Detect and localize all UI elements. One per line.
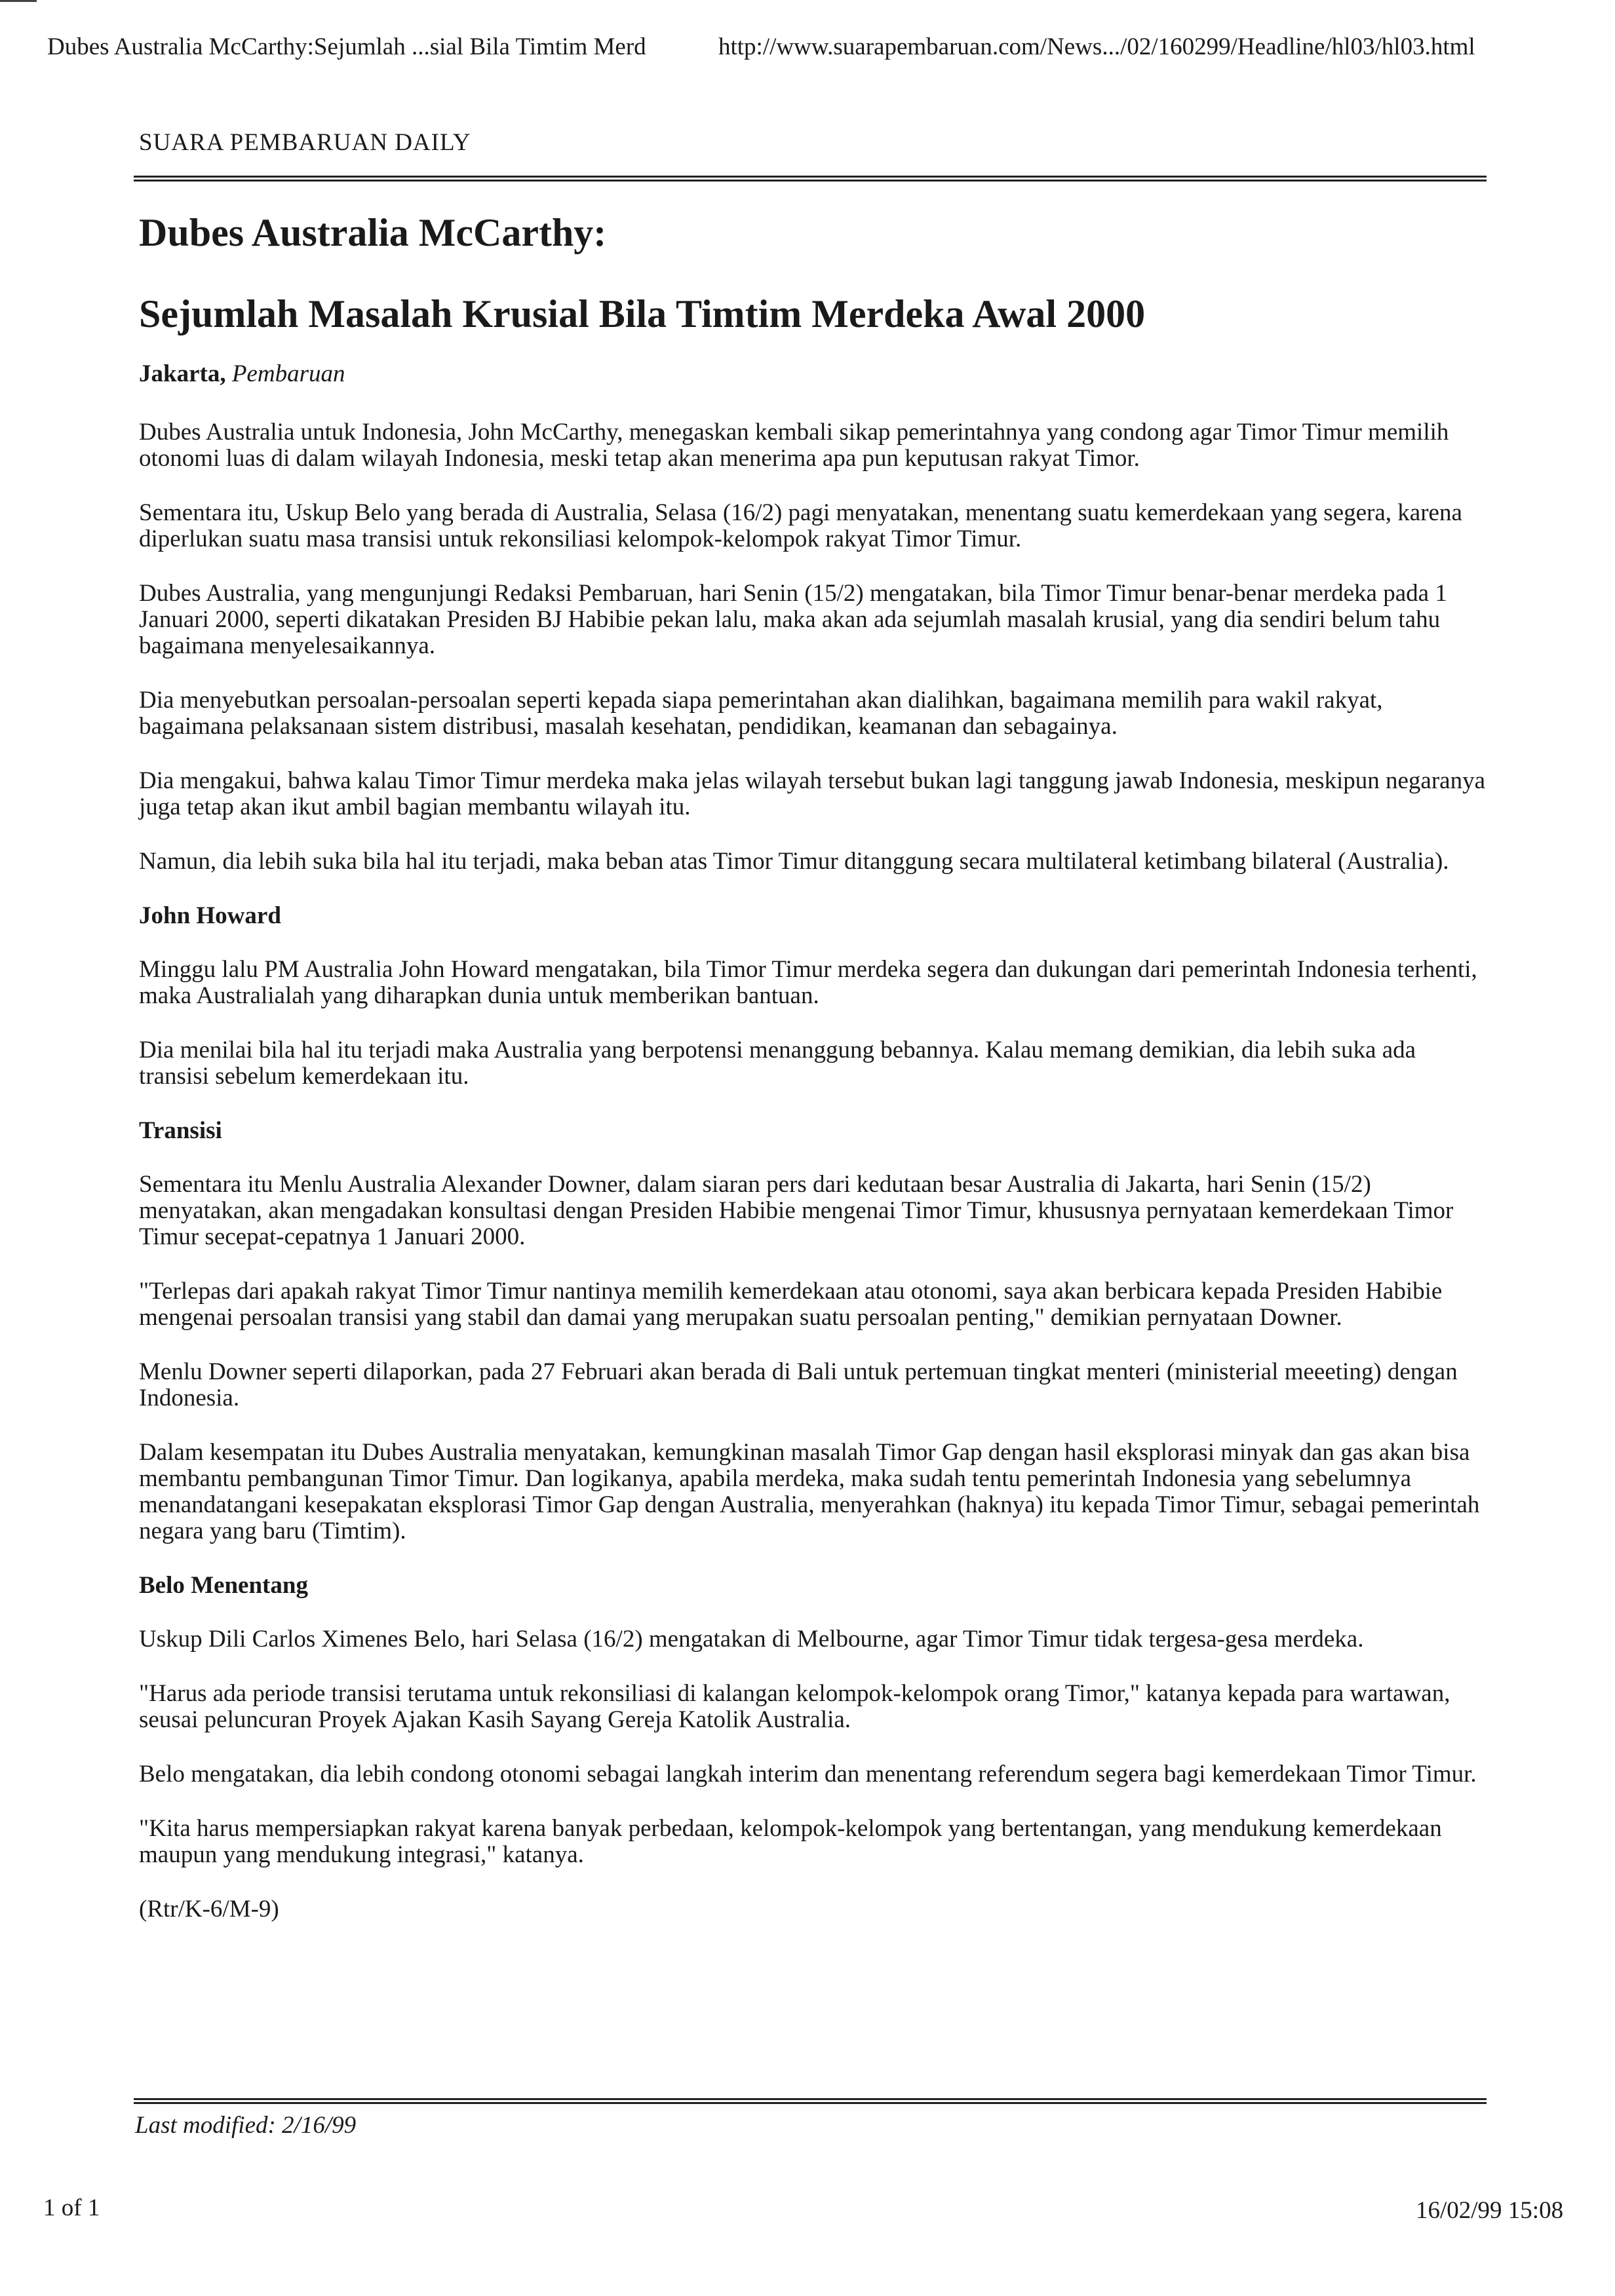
paragraph: Uskup Dili Carlos Ximenes Belo, hari Selasa (16/2) mengatakan di Melbourne, agar Timor Timur tidak tergesa-gesa merdeka. xyxy=(139,1626,1364,1653)
print-header-title: Dubes Australia McCarthy:Sejumlah ...sial Bila Timtim Merd xyxy=(47,33,646,60)
paragraph: Namun, dia lebih suka bila hal itu terjadi, maka beban atas Timor Timur ditanggung secara multilateral ketimbang bilateral (Australia). xyxy=(139,848,1449,875)
paragraph: Dia mengakui, bahwa kalau Timor Timur merdeka maka jelas wilayah tersebut bukan lagi tanggung jawab Indonesia, meskipun negaranya juga tetap akan ikut ambil bagian membantu wilayah itu. xyxy=(139,767,1486,820)
paragraph: Minggu lalu PM Australia John Howard mengatakan, bila Timor Timur merdeka segera dan dukungan dari pemerintah Indonesia terhenti, maka Australialah yang diharapkan dunia untuk memberikan bantuan. xyxy=(139,956,1477,1009)
paragraph: Menlu Downer seperti dilaporkan, pada 27 Februari akan berada di Bali untuk pertemuan tingkat menteri (ministerial meeeting) dengan Indonesia. xyxy=(139,1358,1458,1411)
paragraph: Belo mengatakan, dia lebih condong otonomi sebagai langkah interim dan menentang referendum segera bagi kemerdekaan Timor Timur. xyxy=(139,1761,1477,1788)
footer-divider xyxy=(134,2098,1487,2104)
dateline-city: Jakarta, xyxy=(139,360,226,387)
print-header-url: http://www.suarapembaruan.com/News.../02/160299/Headline/hl03/hl03.html xyxy=(718,33,1475,60)
article-body xyxy=(139,419,1489,1923)
article-title-line1: Dubes Australia McCarthy: xyxy=(139,211,607,254)
section-heading-john-howard: John Howard xyxy=(139,902,281,929)
section-heading-transisi: Transisi xyxy=(139,1117,222,1144)
article-title-line2: Sejumlah Masalah Krusial Bila Timtim Merdeka Awal 2000 xyxy=(139,292,1146,335)
article xyxy=(139,203,1489,1951)
paragraph: Dalam kesempatan itu Dubes Australia menyatakan, kemungkinan masalah Timor Gap dengan hasil eksplorasi minyak dan gas akan bisa membantu pembangunan Timor Timur. Dan logikanya, apabila merdeka, maka sudah tentu pemerintah Indonesia yang sebelumnya menandatangani kesepakatan eksplorasi Timor Gap dengan Australia, menyerahkan (haknya) itu kepada Timor Timur, sebagai pemerintah negara yang baru (Timtim). xyxy=(139,1439,1480,1544)
paragraph: "Terlepas dari apakah rakyat Timor Timur nantinya memilih kemerdekaan atau otonomi, saya akan berbicara kepada Presiden Habibie mengenai persoalan transisi yang stabil dan damai yang merupakan suatu persoalan penting," demikian pernyataan Downer. xyxy=(139,1278,1443,1331)
paragraph: Dubes Australia untuk Indonesia, John McCarthy, menegaskan kembali sikap pemerintahnya yang condong agar Timor Timur memilih otonomi luas di dalam wilayah Indonesia, meski tetap akan menerima apa pun keputusan rakyat Timor. xyxy=(139,419,1449,472)
print-timestamp: 16/02/99 15:08 xyxy=(1416,2197,1564,2224)
paragraph: Dubes Australia, yang mengunjungi Redaksi Pembaruan, hari Senin (15/2) mengatakan, bila Timor Timur benar-benar merdeka pada 1 Januari 2000, seperti dikatakan Presiden BJ Habibie pekan lalu, maka akan ada sejumlah masalah krusial, yang dia sendiri belum tahu bagaimana menyelesaikannya. xyxy=(139,580,1447,659)
page-count: 1 of 1 xyxy=(43,2194,100,2221)
masthead: SUARA PEMBARUAN DAILY xyxy=(139,129,471,156)
paragraph: Dia menilai bila hal itu terjadi maka Australia yang berpotensi menanggung bebannya. Kalau memang demikian, dia lebih suka ada transisi sebelum kemerdekaan itu. xyxy=(139,1037,1416,1090)
paragraph: Dia menyebutkan persoalan-persoalan seperti kepada siapa pemerintahan akan dialihkan, bagaimana memilih para wakil rakyat, bagaimana pelaksanaan sistem distribusi, masalah kesehatan, pendidikan, keamanan dan sebagainya. xyxy=(139,687,1383,740)
masthead-divider xyxy=(134,176,1487,182)
dateline-source: Pembaruan xyxy=(231,360,345,387)
article-credit: (Rtr/K-6/M-9) xyxy=(139,1896,279,1923)
paragraph: Sementara itu Menlu Australia Alexander Downer, dalam siaran pers dari kedutaan besar Australia di Jakarta, hari Senin (15/2) menyatakan, akan mengadakan konsultasi dengan Presiden Habibie mengenai Timor Timur, khususnya pernyataan kemerdekaan Timor Timur secepat-cepatnya 1 Januari 2000. xyxy=(139,1171,1454,1250)
paragraph: "Kita harus mempersiapkan rakyat karena banyak perbedaan, kelompok-kelompok yang bertentangan, yang mendukung kemerdekaan maupun yang mendukung integrasi," katanya. xyxy=(139,1815,1442,1868)
dateline xyxy=(139,358,1489,391)
last-modified: Last modified: 2/16/99 xyxy=(135,2112,357,2139)
paragraph: Sementara itu, Uskup Belo yang berada di Australia, Selasa (16/2) pagi menyatakan, menentang suatu kemerdekaan yang segera, karena diperlukan suatu masa transisi untuk rekonsiliasi kelompok-kelompok rakyat Timor Timur. xyxy=(139,499,1462,552)
paragraph: "Harus ada periode transisi terutama untuk rekonsiliasi di kalangan kelompok-kelompok orang Timor," katanya kepada para wartawan, seusai peluncuran Proyek Ajakan Kasih Sayang Gereja Katolik Australia. xyxy=(139,1680,1450,1733)
scan-mark xyxy=(0,0,37,2)
section-heading-belo-menentang: Belo Menentang xyxy=(139,1572,308,1599)
